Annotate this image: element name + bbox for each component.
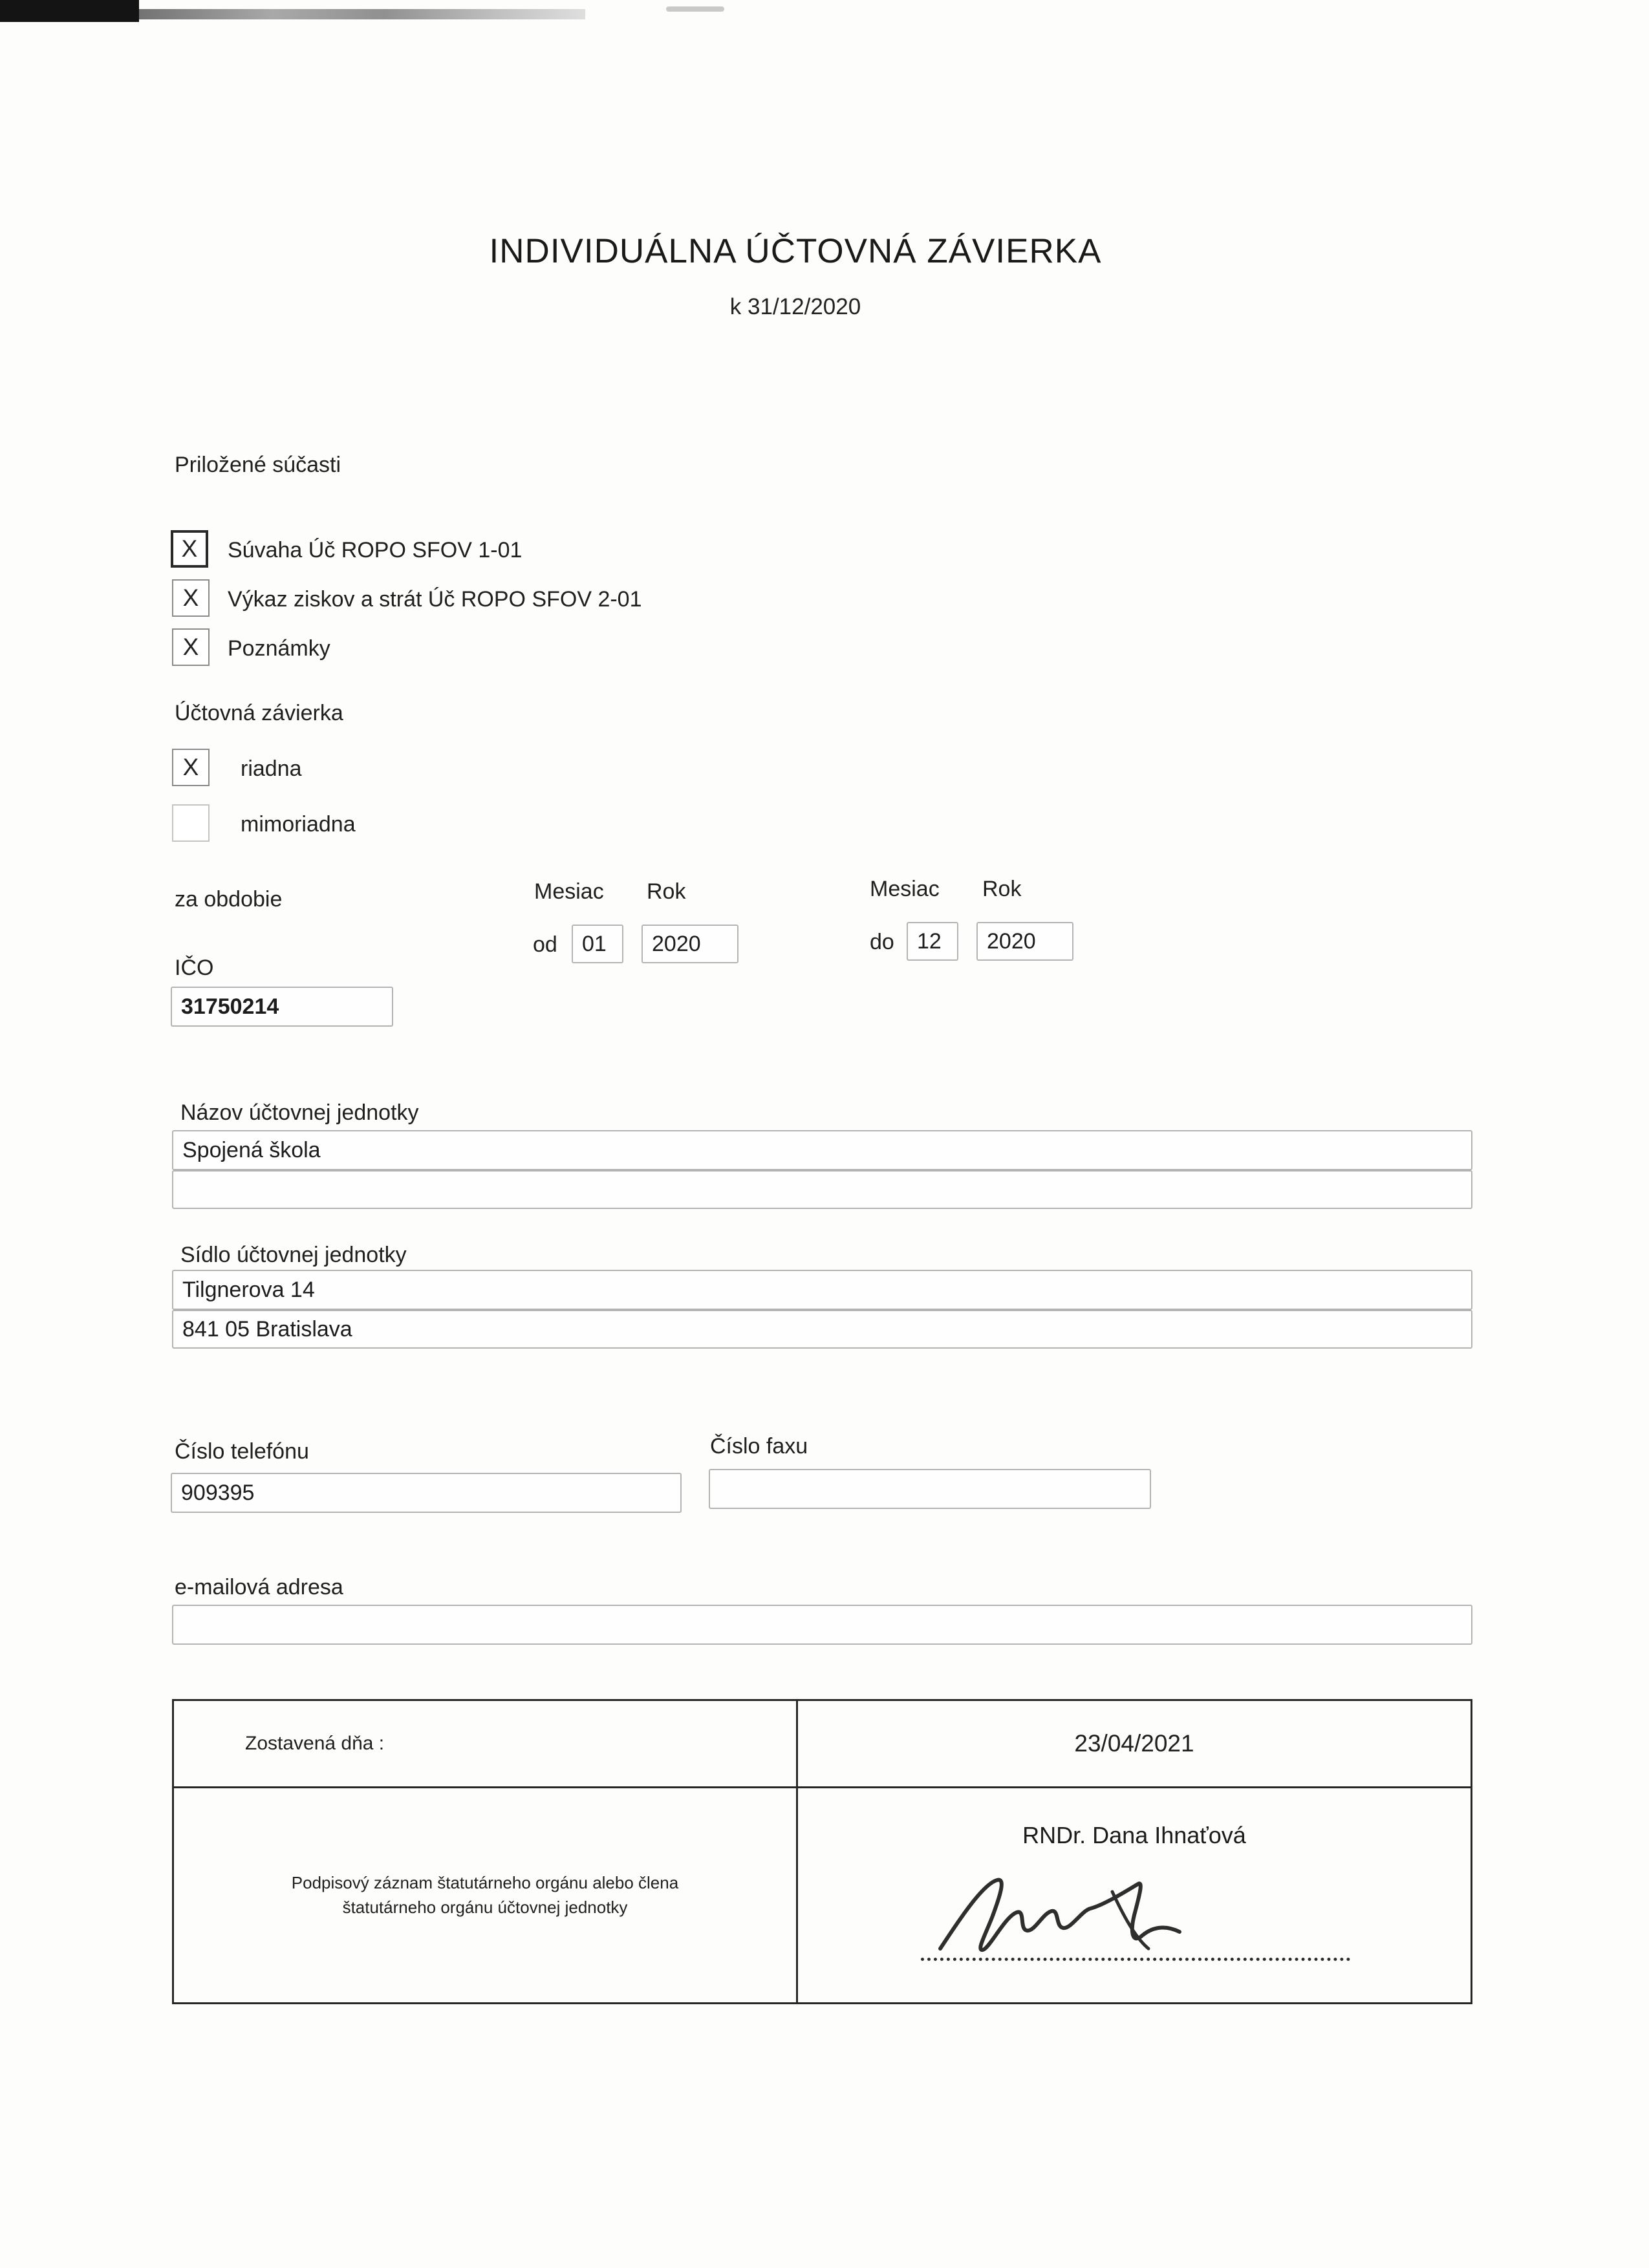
to-month-field[interactable] [907,922,958,961]
compiled-date-value-cell [798,1701,1471,1786]
checkbox-mimoriadna-label: mimoriadna [241,812,356,837]
checkbox-suvaha-mark: X [181,535,198,562]
to-year-field[interactable] [976,922,1073,961]
from-year-field[interactable] [641,925,738,963]
checkbox-vykaz-label: Výkaz ziskov a strát Úč ROPO SFOV 2-01 [228,587,642,612]
fax-field[interactable] [709,1469,1151,1509]
entity-name-line1-value: Spojená škola [182,1137,321,1162]
checkbox-poznamky-mark: X [182,634,199,660]
checkbox-riadna[interactable] [172,749,210,786]
compiled-date-label-cell [174,1701,796,1786]
phone-value: 909395 [181,1480,255,1505]
from-month-field[interactable] [572,925,623,963]
entity-address-line2-field[interactable] [172,1310,1472,1349]
checkbox-suvaha[interactable] [171,530,208,568]
checkbox-suvaha-label: Súvaha Úč ROPO SFOV 1-01 [228,538,523,562]
compiled-date-value: 23/04/2021 [1074,1730,1194,1757]
checkbox-vykaz[interactable] [172,579,210,617]
month-header-from: Mesiac [534,879,604,904]
email-field[interactable] [172,1605,1472,1645]
page-title: INDIVIDUÁLNA ÚČTOVNÁ ZÁVIERKA [489,232,1102,270]
signature-image [921,1872,1192,1963]
checkbox-riadna-mark: X [182,754,199,780]
entity-address-line1-field[interactable] [172,1270,1472,1310]
scan-artifact-black-bar [0,0,139,22]
from-year-value: 2020 [652,931,701,956]
to-year-value: 2020 [987,928,1036,954]
signature-table [172,1699,1472,2004]
signature-label: Podpisový záznam štatutárneho orgánu alebo člena štatutárneho orgánu účtovnej jednotky [291,1872,679,1917]
period-label: za obdobie [175,887,283,912]
from-month-value: 01 [582,931,607,956]
entity-address-label: Sídlo účtovnej jednotky [180,1243,407,1267]
checkbox-mimoriadna[interactable] [172,804,210,842]
ico-label: IČO [175,956,214,980]
entity-name-line2-field[interactable] [172,1170,1472,1209]
checkbox-riadna-label: riadna [241,756,302,781]
signature-dotted-line [921,1958,1350,1961]
year-header-from: Rok [647,879,686,904]
scan-artifact-gray-strip [139,9,585,19]
ico-field[interactable] [171,987,393,1027]
signatory-name: RNDr. Dana Ihnaťová [1022,1822,1246,1848]
signatory-cell [798,1788,1471,2002]
entity-address-line1-value: Tilgnerova 14 [182,1277,315,1302]
checkbox-poznamky[interactable] [172,628,210,666]
year-header-to: Rok [982,877,1022,901]
closure-heading: Účtovná závierka [175,701,343,725]
entity-name-line1-field[interactable] [172,1130,1472,1170]
entity-name-label: Názov účtovnej jednotky [180,1100,419,1125]
checkbox-vykaz-mark: X [182,584,199,611]
to-label: do [870,930,894,954]
phone-field[interactable] [171,1473,682,1513]
email-label: e-mailová adresa [175,1575,343,1599]
attached-components-heading: Priložené súčasti [175,453,341,477]
ico-value: 31750214 [181,994,279,1019]
from-label: od [533,932,557,957]
checkbox-poznamky-label: Poznámky [228,636,330,661]
phone-label: Číslo telefónu [175,1439,309,1464]
compiled-date-label: Zostavená dňa : [245,1733,385,1754]
report-date-subtitle: k 31/12/2020 [729,294,861,319]
scan-artifact-smudge [666,6,724,12]
fax-label: Číslo faxu [710,1434,808,1459]
to-month-value: 12 [917,928,942,954]
signature-label-cell [174,1788,796,2002]
month-header-to: Mesiac [870,877,940,901]
entity-address-line2-value: 841 05 Bratislava [182,1316,352,1342]
